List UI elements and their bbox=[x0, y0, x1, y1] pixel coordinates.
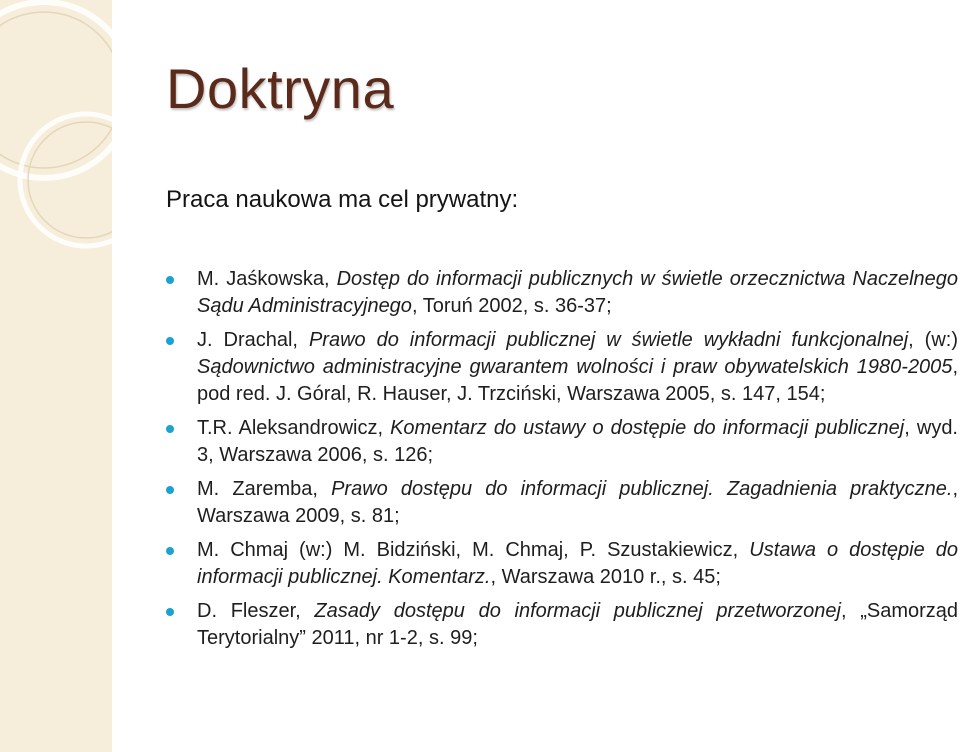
reference-text: M. Chmaj (w:) M. Bidziński, M. Chmaj, P. Szustakiewicz, bbox=[197, 539, 750, 561]
reference-work-title: Sądownictwo administracyjne gwarantem wolności i praw obywatelskich 1980-2005 bbox=[197, 356, 953, 378]
decorative-circles bbox=[0, 0, 112, 752]
reference-text: , (w:) bbox=[908, 329, 958, 351]
reference-work-title: Prawo do informacji publicznej w świetle wykładni funkcjonalnej bbox=[308, 329, 909, 351]
slide-title: Doktryna bbox=[166, 57, 395, 120]
reference-work-title: Dostęp do informacji publicznych w świetle orzecznictwa Naczelnego Sądu Administracyjnego bbox=[197, 268, 959, 317]
reference-text: , „Samorząd Terytorialny” 2011, nr 1-2, s. 99; bbox=[197, 600, 959, 649]
reference-work-title: Ustawa o dostępie do informacji publicznej. Komentarz. bbox=[197, 539, 958, 588]
reference-text: , wyd. 3, Warszawa 2006, s. 126; bbox=[197, 417, 958, 466]
reference-item bbox=[166, 266, 958, 320]
reference-text: , Warszawa 2010 r., s. 45; bbox=[490, 566, 721, 588]
reference-work-title: Prawo dostępu do informacji publicznej. Zagadnienia praktyczne. bbox=[331, 478, 953, 500]
reference-item bbox=[166, 415, 958, 469]
reference-item bbox=[166, 327, 958, 408]
reference-work-title: Komentarz do ustawy o dostępie do informacji publicznej bbox=[390, 417, 905, 439]
reference-text: D. Fleszer, bbox=[197, 600, 315, 622]
reference-text: , Toruń 2002, s. 36-37; bbox=[411, 295, 612, 317]
reference-text: M. Zaremba, bbox=[197, 478, 332, 500]
reference-text: , Warszawa 2009, s. 81; bbox=[197, 478, 958, 527]
slide-subtitle: Praca naukowa ma cel prywatny: bbox=[166, 186, 519, 213]
reference-item bbox=[166, 537, 958, 591]
reference-text: , pod red. J. Góral, R. Hauser, J. Trzciński, Warszawa 2005, s. 147, 154; bbox=[197, 356, 958, 405]
reference-text: J. Drachal, bbox=[197, 329, 309, 351]
reference-item bbox=[166, 476, 958, 530]
reference-work-title: Zasady dostępu do informacji publicznej przetworzonej bbox=[314, 600, 841, 622]
references-list bbox=[166, 266, 958, 659]
reference-item bbox=[166, 598, 958, 652]
reference-text: M. Jaśkowska, bbox=[197, 268, 337, 290]
decorative-side-band bbox=[0, 0, 112, 752]
reference-text: T.R. Aleksandrowicz, bbox=[197, 417, 391, 439]
